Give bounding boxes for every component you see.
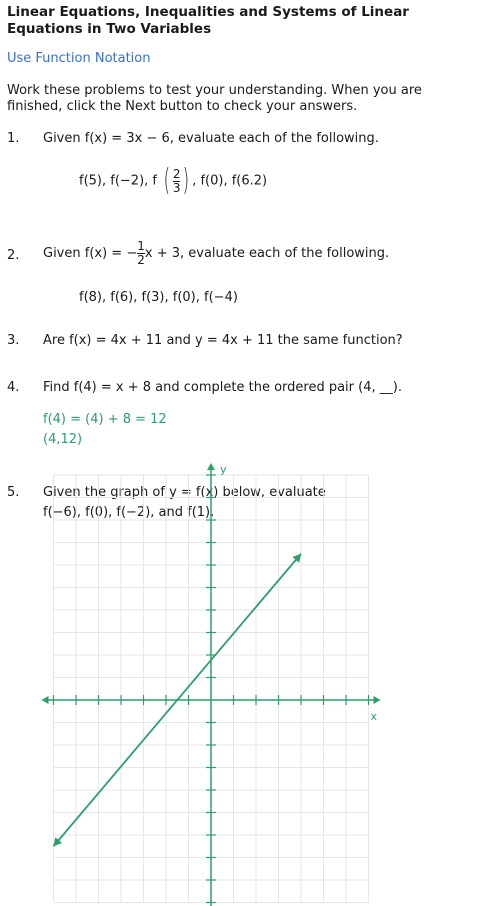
fraction-denominator: 3: [172, 180, 181, 195]
problem-2-prefix: Given: [43, 246, 81, 261]
x-axis-arrow-left: [42, 696, 49, 704]
problem-2-function-b: x + 3: [144, 246, 180, 261]
axes: [42, 463, 381, 906]
fraction-denominator: 2: [137, 253, 145, 267]
problem-5-suffix: below, evaluate: [222, 485, 326, 500]
problem-2-suffix: , evaluate each of the following.: [180, 246, 390, 261]
use-function-notation-link[interactable]: Use Function Notation: [7, 51, 151, 66]
right-paren: ): [183, 163, 190, 198]
problem-1-suffix: , evaluate each of the following.: [169, 131, 379, 146]
x-axis-label: x: [370, 710, 378, 723]
problem-1-function: f(x) = 3x − 6: [84, 131, 170, 146]
problem-1-number: 1.: [7, 131, 20, 146]
problem-5-number: 5.: [7, 485, 20, 500]
problem-1-evals-a: f(5), f(−2), f: [79, 173, 157, 189]
problem-2-number: 2.: [7, 248, 20, 263]
x-axis-arrow-right: [374, 696, 381, 704]
problem-4-answer-line-2: (4,12): [43, 432, 83, 447]
problem-2-statement: [43, 240, 389, 267]
y-axis-label: y: [220, 463, 227, 476]
problem-5-prefix: Given the graph of: [43, 485, 165, 500]
left-paren: (: [163, 163, 171, 198]
problem-1-prefix: Given: [43, 131, 81, 146]
problem-4-answer-line-1: f(4) = (4) + 8 = 12: [43, 412, 167, 427]
problem-1-fraction: [173, 168, 181, 195]
fraction-numerator: 2: [172, 166, 181, 181]
instructions-text: Work these problems to test your understanding. When you are finished, click the Next button to check your answers.: [7, 83, 422, 114]
page-title: Linear Equations, Inequalities and Systems of Linear Equations in Two Variables: [7, 4, 409, 37]
problem-5-values-to-evaluate: f(−6), f(0), f(−2), and f(1).: [43, 505, 215, 520]
y-axis-arrow-up: [207, 463, 215, 470]
problem-5-function: y = f(x): [169, 485, 219, 500]
problem-2-evaluations: f(8), f(6), f(3), f(0), f(−4): [79, 290, 238, 305]
problem-3-statement: Are f(x) = 4x + 11 and y = 4x + 11 the same function?: [43, 333, 403, 348]
problem-4-number: 4.: [7, 380, 20, 395]
problem-2-fraction: [137, 240, 145, 267]
problem-3-number: 3.: [7, 333, 20, 348]
problem-4-statement: Find f(4) = x + 8 and complete the ordered pair (4, __).: [43, 380, 402, 395]
problem-1-evaluations: [79, 163, 268, 198]
problem-1-evals-b: , f(0), f(6.2): [192, 173, 268, 189]
problem-1-statement: [43, 131, 379, 146]
fraction-numerator: 1: [137, 239, 145, 253]
problem-2-function-a: f(x) = −: [84, 246, 138, 261]
